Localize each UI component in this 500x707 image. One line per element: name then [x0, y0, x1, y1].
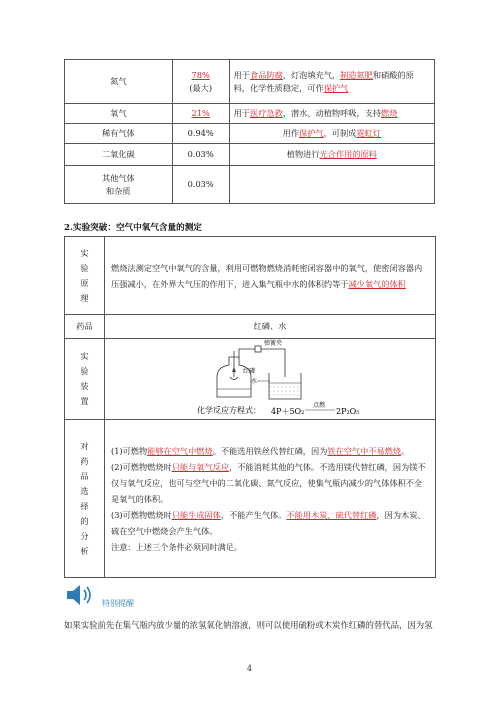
principle-text [105, 237, 436, 315]
gas-use [229, 124, 434, 144]
highlighted-answer: 减少氧气的体积 [348, 278, 406, 289]
spoon-cup [230, 377, 238, 380]
analysis-point [111, 507, 429, 539]
text-segment: 和硝酸的原料，化学性质稳定，可作 [233, 69, 414, 93]
highlighted-answer: 保护气 [323, 82, 349, 93]
gas-percentage: 0.03% [172, 144, 229, 166]
highlighted-answer: 铁在空气中不易燃烧 [327, 445, 402, 456]
highlighted-answer: 只能生成固体 [171, 509, 221, 520]
gas-name: 其他气体 和杂质 [65, 166, 173, 204]
highlighted-answer: 能够在空气中燃烧 [147, 445, 213, 456]
text-segment: 注意：上述三个条件必须同时满足。 [111, 541, 243, 552]
drug-label: 药品 [65, 315, 105, 339]
text-segment: (2)可燃物燃烧时 [111, 461, 172, 472]
gas-percentage: 21% [172, 104, 229, 124]
apparatus-label: 实 验 装 置 [65, 339, 105, 420]
text-segment: ，可制成 [323, 128, 357, 138]
gas-name: 氮气 [65, 60, 173, 104]
text-segment: (1)可燃物 [111, 445, 148, 456]
gas-use [229, 144, 434, 166]
text-segment: 燃烧法测定空气中氧气的含量，利用可燃物燃烧消耗密闭容器中的氧气，使密闭容器内压强减小，在外界大气压的作用下，进入集气瓶中水的体积约等于 [111, 262, 423, 289]
gas-name: 氧气 [65, 104, 173, 124]
air-composition-table [64, 59, 435, 204]
analysis-note [111, 539, 429, 555]
principle-label: 实 验 原 理 [65, 237, 105, 315]
analysis-text [105, 420, 436, 578]
text-segment: ，因为木炭、硫在空气中燃烧会产生气体。 [111, 509, 426, 536]
text-segment: ，不能产生气体。 [220, 509, 287, 520]
text-segment: 、潜水、动植物呼吸，支持 [282, 108, 382, 118]
equation-right: 2P₂O₅ [336, 407, 360, 416]
page-number: 4 [247, 664, 253, 673]
phosphorus-label: 红磷 [243, 368, 256, 375]
speaker-icon [64, 580, 104, 610]
analysis-point [111, 443, 429, 459]
tip-text: 如果实验前先在集气瓶内放少量的浓氢氧化钠溶液，则可以使用硫粉或木炭作红磷的替代品，因为氢 [64, 620, 433, 630]
highlighted-answer: 医疗急救 [250, 108, 283, 118]
analysis-point [111, 459, 429, 507]
text-segment: ，不能消耗其他的气体。不选用镁代替红磷，因为镁不仅与氧气反应，也可与空气中的二氧化碳、氮气反应，使集气瓶内减少的气体体积不全是氧气的体积。 [111, 461, 426, 504]
highlighted-answer: 不能用木炭、硫代替红磷 [286, 509, 377, 520]
gas-name: 稀有气体 [65, 124, 173, 144]
equation-condition: 点燃 [313, 402, 326, 409]
gas-use [229, 104, 434, 124]
text-segment: 用于 [233, 108, 250, 118]
gas-name: 二氧化碳 [65, 144, 173, 166]
gas-percentage: 0.03% [172, 166, 229, 204]
highlighted-answer: 燃烧 [381, 108, 398, 118]
apparatus-cell [105, 339, 436, 420]
text-segment: 用于 [233, 69, 250, 80]
section-title: 2.实验突破：空气中氧气含量的测定 [64, 223, 202, 233]
gas-percentage: 0.94% [172, 124, 229, 144]
gas-use [229, 60, 434, 104]
tip-label: 特别提醒 [102, 599, 134, 608]
gas-percentage: 78% (最大) [172, 60, 229, 104]
water-label: 水 [251, 378, 258, 385]
experiment-table [64, 236, 436, 578]
equation-prefix: 化学反应方程式： [197, 406, 261, 415]
highlighted-answer: 保护气 [299, 128, 324, 138]
clip-label: 弹簧夹 [264, 340, 283, 347]
highlighted-answer: 霓虹灯 [356, 128, 381, 138]
text-segment: 。 [401, 445, 410, 456]
flame-icon [232, 367, 236, 372]
text-segment: 。不能选用铁丝代替红磷，因为 [212, 445, 328, 456]
highlighted-answer: 光合作用的原料 [319, 149, 377, 159]
drug-value: 红磷、水 [105, 315, 436, 339]
text-segment: 、灯泡填充气， [282, 69, 341, 80]
text-segment: 用作 [282, 128, 300, 138]
text-segment: 植物进行 [286, 149, 320, 159]
highlighted-answer: 制造氮肥 [340, 69, 373, 80]
analysis-label: 对 药 品 选 择 的 分 析 [65, 420, 105, 578]
apparatus-diagram [105, 339, 435, 419]
highlighted-answer: 食品防腐 [250, 69, 283, 80]
highlighted-answer: 只能与氧气反应 [171, 461, 230, 472]
gas-use [229, 166, 434, 204]
text-segment: (3)可燃物燃烧时 [111, 509, 172, 520]
spring-clip-icon [255, 346, 261, 352]
equation-left: 4P＋5O₂ [271, 407, 305, 416]
